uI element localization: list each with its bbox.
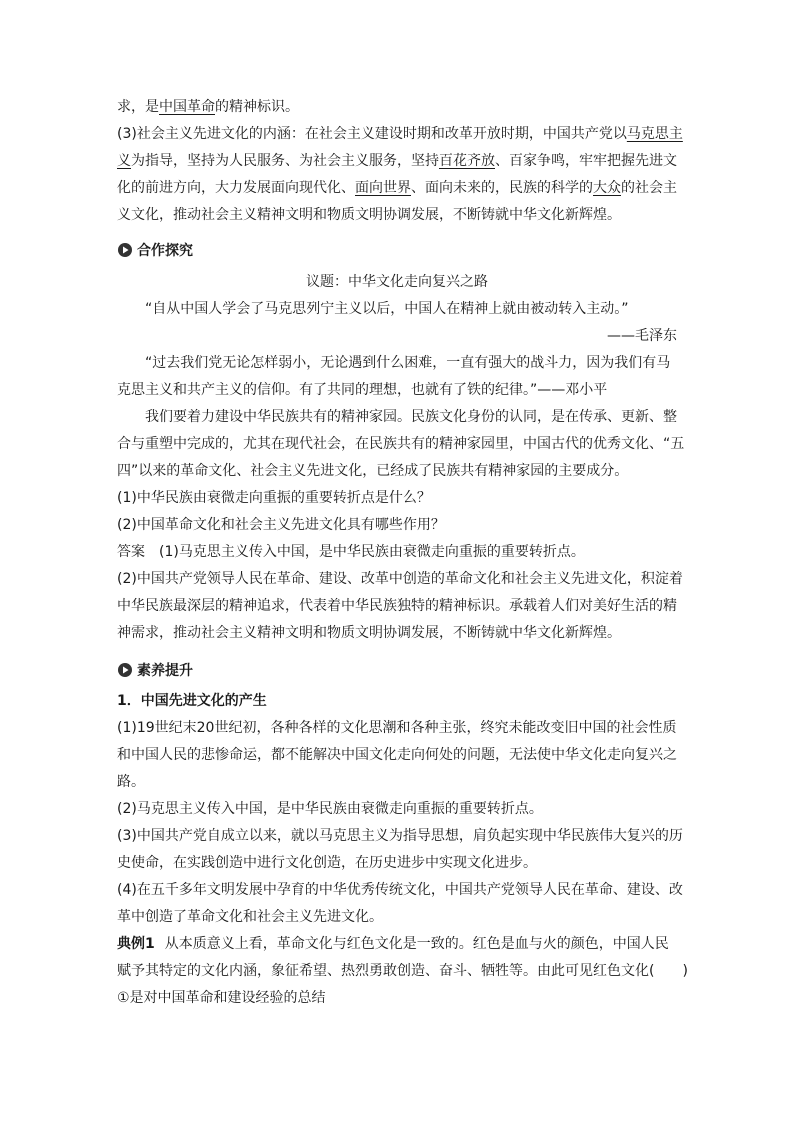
option-line: ①是对中国革命和建设经验的总结 (117, 990, 326, 1006)
point-line: (1)19世纪末20世纪初，各种各样的文化思潮和各种主张，终究未能改变旧中国的社会性质 (117, 720, 677, 736)
answer-line: (2)中国共产党领导人民在革命、建设、改革中创造的革命文化和社会主义先进文化，积淀着 (117, 571, 683, 587)
play-circle-icon (117, 242, 133, 258)
answer-line: 答案 (1)马克思主义传入中国，是中华民族由衰微走向重振的重要转折点。 (117, 544, 585, 560)
quote-deng-cont: 克思主义和共产主义的信仰。有了共同的理想，也就有了铁的纪律。”——邓小平 (117, 382, 608, 398)
quote-deng: “过去我们党无论怎样弱小，无论遇到什么困难，一直有强大的战斗力，因为我们有马 (145, 355, 671, 371)
topic-heading: 议题：中华文化走向复兴之路 (306, 274, 488, 290)
point-line: 和中国人民的悲惨命运，都不能解决中国文化走向何处的问题，无法使中华文化走向复兴之 (117, 747, 677, 763)
answer-label: 答案 (117, 544, 145, 560)
paragraph-line: 合与重塑中完成的，尤其在现代社会，在民族共有的精神家园里，中国古代的优秀文化、“五 (117, 436, 685, 452)
underlined-term: 中国革命 (159, 99, 215, 115)
quote-attribution: ——毛泽东 (607, 328, 677, 344)
underlined-term: 马克思主 (626, 126, 683, 142)
example-label: 典例1 (117, 936, 155, 952)
section-heading-cooperative-inquiry (117, 240, 193, 260)
underlined-term: 大众 (593, 180, 621, 196)
paragraph-line: 四”以来的革命文化、社会主义先进文化，已经成了民族共有精神家园的主要成分。 (117, 463, 629, 479)
point-line: (3)中国共产党自成立以来，就以马克思主义为指导思想，肩负起实现中华民族伟大复兴的历 (117, 828, 683, 844)
example-line: 典例1 从本质意义上看，革命文化与红色文化是一致的。红色是血与火的颜色，中国人民 (117, 936, 669, 952)
text-line: 化的前进方向，大力发展面向现代化、面向世界、面向未来的，民族的科学的大众的社会主 (117, 180, 677, 196)
quote-mao: “自从中国人学会了马克思列宁主义以后，中国人在精神上就由被动转入主动。” (145, 301, 629, 317)
text-line: 求，是中国革命的精神标识。 (117, 99, 299, 115)
point-line: (4)在五千多年文明发展中孕育的中华优秀传统文化，中国共产党领导人民在革命、建设、改 (117, 882, 683, 898)
example-line: 赋予其特定的文化内涵，象征希望、热烈勇敢创造、奋斗、牺牲等。由此可见红色文化( ) (117, 963, 688, 979)
play-circle-icon (117, 662, 133, 678)
answer-line: 神需求，推动社会主义精神文明和物质文明协调发展，不断铸就中华文化新辉煌。 (117, 625, 621, 641)
point-line: 路。 (117, 774, 145, 790)
underlined-term: 义 (117, 153, 131, 169)
point-line: 革中创造了革命文化和社会主义先进文化。 (117, 909, 383, 925)
point-line: (2)马克思主义传入中国，是中华民族由衰微走向重振的重要转折点。 (117, 801, 543, 817)
section-title: 素养提升 (137, 663, 193, 679)
subheading: 1．中国先进文化的产生 (117, 693, 267, 709)
question-2: (2)中国革命文化和社会主义先进文化具有哪些作用？ (117, 517, 445, 533)
section-title: 合作探究 (137, 243, 193, 259)
underlined-term: 百花齐放 (439, 153, 495, 169)
question-1: (1)中华民族由衰微走向重振的重要转折点是什么？ (117, 490, 431, 506)
answer-line: 中华民族最深层的精神追求，代表着中华民族独特的精神标识。承载着人们对美好生活的精 (117, 598, 677, 614)
underlined-term: 面向世界 (355, 180, 411, 196)
text-line: 义文化，推动社会主义精神文明和物质文明协调发展，不断铸就中华文化新辉煌。 (117, 207, 621, 223)
text-line: (3)社会主义先进文化的内涵：在社会主义建设时期和改革开放时期，中国共产党以马克思主 (117, 126, 683, 142)
paragraph-line: 我们要着力建设中华民族共有的精神家园。民族文化身份的认同，是在传承、更新、整 (145, 409, 677, 425)
point-line: 史使命，在实践创造中进行文化创造，在历史进步中实现文化进步。 (117, 855, 537, 871)
text-line: 义为指导，坚持为人民服务、为社会主义服务，坚持百花齐放、百家争鸣，牢牢把握先进文 (117, 153, 677, 169)
section-heading-literacy-improvement (117, 660, 193, 680)
